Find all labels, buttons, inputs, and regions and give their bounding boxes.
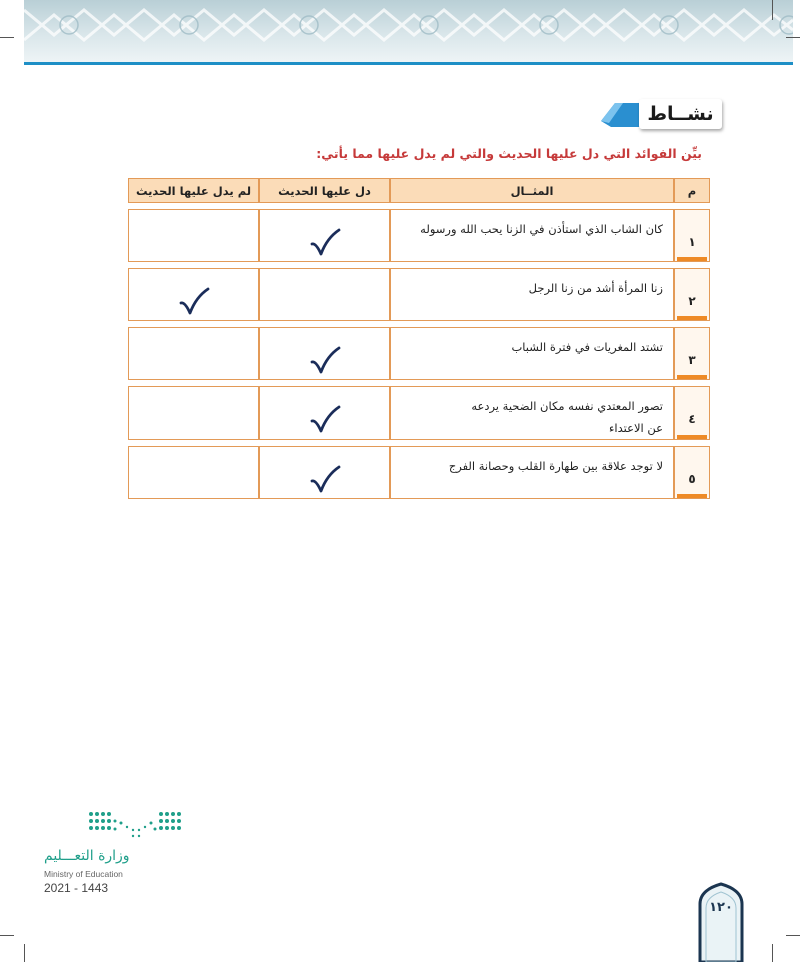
indicated-cell[interactable] bbox=[259, 327, 390, 380]
example-text: تصور المعتدي نفسه مكان الضحية يردعه bbox=[471, 399, 663, 413]
crop-mark bbox=[24, 944, 25, 962]
indicated-cell[interactable] bbox=[259, 268, 390, 321]
table-row bbox=[128, 327, 710, 380]
row-number: ٢ bbox=[688, 293, 696, 308]
academic-year: 2021 - 1443 bbox=[44, 881, 109, 895]
ministry-name-arabic: وزارة التعـــليم bbox=[44, 848, 130, 864]
row-number: ٣ bbox=[688, 352, 696, 367]
header-indicated: دل عليها الحديث bbox=[259, 178, 390, 203]
arch-tab-icon bbox=[697, 882, 745, 962]
indicated-cell[interactable] bbox=[259, 386, 390, 440]
crop-mark bbox=[772, 944, 773, 962]
header-number: م bbox=[674, 178, 710, 203]
activity-label bbox=[601, 99, 722, 129]
row-number: ١ bbox=[688, 234, 696, 249]
checkmark-icon bbox=[309, 405, 341, 435]
example-cell bbox=[390, 209, 674, 262]
geometric-pattern-icon bbox=[24, 0, 793, 62]
activity-title: نشــاط bbox=[647, 103, 714, 125]
row-number: ٤ bbox=[688, 412, 696, 426]
not-indicated-cell[interactable] bbox=[128, 386, 259, 440]
example-cell bbox=[390, 268, 674, 321]
table-row bbox=[128, 446, 710, 499]
indicated-cell[interactable] bbox=[259, 446, 390, 499]
checkmark-icon bbox=[309, 465, 341, 495]
crop-mark bbox=[0, 37, 14, 38]
indicated-cell[interactable] bbox=[259, 209, 390, 262]
example-cell bbox=[390, 327, 674, 380]
banner-divider bbox=[24, 62, 793, 65]
example-text: زنا المرأة أشد من زنا الرجل bbox=[528, 281, 663, 295]
example-text: كان الشاب الذي استأذن في الزنا يحب الله ورسوله bbox=[420, 222, 663, 236]
ministry-logo bbox=[44, 808, 194, 898]
not-indicated-cell[interactable] bbox=[128, 327, 259, 380]
row-number-cell bbox=[674, 386, 710, 440]
row-number-cell bbox=[674, 268, 710, 321]
activity-table bbox=[128, 178, 710, 499]
crop-mark bbox=[786, 37, 800, 38]
example-text: تشتد المغريات في فترة الشباب bbox=[511, 340, 663, 354]
header-banner bbox=[24, 0, 793, 62]
row-number: ٥ bbox=[688, 471, 696, 486]
table-row bbox=[128, 268, 710, 321]
header-example: المثــال bbox=[390, 178, 674, 203]
table-row bbox=[128, 386, 710, 440]
example-cell bbox=[390, 446, 674, 499]
not-indicated-cell[interactable] bbox=[128, 268, 259, 321]
ministry-name-english: Ministry of Education bbox=[44, 869, 123, 879]
crop-mark bbox=[772, 0, 773, 20]
example-cell bbox=[390, 386, 674, 440]
page-number-tab bbox=[697, 882, 745, 962]
example-text: لا توجد علاقة بين طهارة القلب وحصانة الفرج bbox=[448, 459, 663, 473]
page-number: ١٢٠ bbox=[709, 900, 733, 915]
header-not-indicated: لم يدل عليها الحديث bbox=[128, 178, 259, 203]
crop-mark bbox=[786, 935, 800, 936]
ministry-dots-icon bbox=[88, 808, 182, 842]
table-header-row bbox=[128, 178, 710, 203]
row-number-cell bbox=[674, 446, 710, 499]
checkmark-icon bbox=[309, 228, 341, 258]
instruction-text: بيِّن الفوائد التي دل عليها الحديث والتي لم يدل عليها مما يأتي: bbox=[316, 146, 702, 161]
row-number-cell bbox=[674, 327, 710, 380]
crop-mark bbox=[0, 935, 14, 936]
not-indicated-cell[interactable] bbox=[128, 446, 259, 499]
not-indicated-cell[interactable] bbox=[128, 209, 259, 262]
checkmark-icon bbox=[309, 346, 341, 376]
row-number-cell bbox=[674, 209, 710, 262]
checkmark-icon bbox=[178, 287, 210, 317]
table-row bbox=[128, 209, 710, 262]
example-text-line2: عن الاعتداء bbox=[609, 421, 663, 435]
